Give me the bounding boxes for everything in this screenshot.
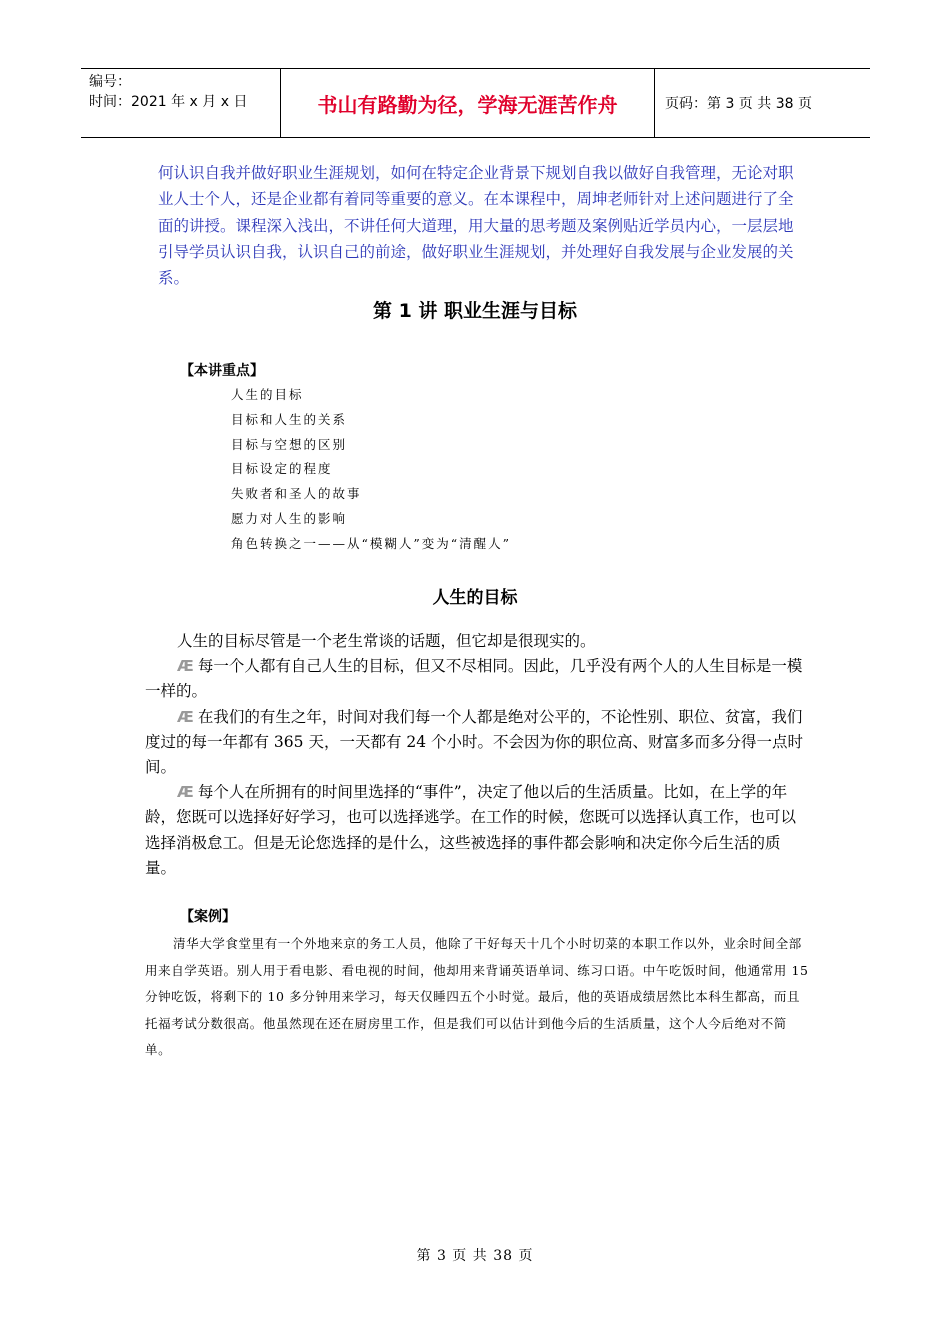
paragraph <box>145 705 810 781</box>
paragraph: 人生的目标尽管是一个老生常谈的话题，但它却是很现实的。 <box>177 632 596 650</box>
paragraph <box>145 780 810 881</box>
key-point-item: 目标设定的程度 <box>231 461 333 477</box>
document-number-label: 编号： <box>89 74 131 90</box>
case-text: 清华大学食堂里有一个外地来京的务工人员，他除了干好每天十几个小时切菜的本职工作以外，业余时间全部用来自学英语。别人用于看电影、看电视的时间，他却用来背诵英语单词、练习口语。中午吃饭时间，他通常用 15 分钟吃饭，将剩下的 10 多分钟用来学习，每天仅睡四五个小时觉。最后，他的英语成绩居然比本科生都高，而且托福考试分数很高。他虽然现在还在厨房里工作，但是我们可以估计到他今后的生活质量，这个人今后绝对不简单。 <box>145 936 809 1057</box>
key-points-heading: 【本讲重点】 <box>180 363 264 379</box>
intro-paragraph: 何认识自我并做好职业生涯规划，如何在特定企业背景下规划自我以做好自我管理，无论对职业人士个人，还是企业都有着同等重要的意义。在本课程中，周坤老师针对上述问题进行了全面的讲授。课程深入浅出，不讲任何大道理，用大量的思考题及案例贴近学员内心，一层层地引导学员认识自我，认识自己的前途，做好职业生涯规划，并处理好自我发展与企业发展的关系。 <box>158 164 794 288</box>
key-points-list <box>231 385 511 559</box>
case-heading: 【案例】 <box>180 909 236 925</box>
key-point-item: 目标和人生的关系 <box>231 411 348 427</box>
paragraph <box>145 654 810 704</box>
header-info <box>81 69 281 137</box>
header-page-number: 页码：第 3 页 共 38 页 <box>665 96 812 112</box>
page-header <box>81 68 870 138</box>
bullet-icon: Æ <box>177 783 194 802</box>
bullet-icon: Æ <box>177 707 194 726</box>
paragraph-text: 在我们的有生之年，时间对我们每一个人都是绝对公平的，不论性别、职位、贫富，我们度过的每一年都有 365 天，一天都有 24 个小时。不会因为你的职位高、财富多而多分得一点时间。 <box>145 707 804 777</box>
bullet-icon: Æ <box>177 657 194 676</box>
body-text <box>145 629 810 881</box>
header-motto: 书山有路勤为径，学海无涯苦作舟 <box>281 69 655 137</box>
key-point-item: 角色转换之一——从“模糊人”变为“清醒人” <box>231 535 512 551</box>
section-title: 人生的目标 <box>432 588 518 608</box>
key-point-item: 失败者和圣人的故事 <box>231 486 362 502</box>
key-point-item: 愿力对人生的影响 <box>231 510 348 526</box>
page-footer: 第 3 页 共 38 页 <box>416 1248 534 1264</box>
lecture-title: 第 1 讲 职业生涯与目标 <box>372 300 578 322</box>
document-date: 时间：2021 年 x 月 x 日 <box>89 94 248 110</box>
key-point-item: 人生的目标 <box>231 387 304 402</box>
paragraph-text: 每个人在所拥有的时间里选择的“事件”，决定了他以后的生活质量。比如，在上学的年龄，您既可以选择好好学习，也可以选择逃学。在工作的时候，您既可以选择认真工作，也可以选择消极怠工。但是无论您选择的是什么，这些被选择的事件都会影响和决定你今后生活的质量。 <box>145 783 797 877</box>
key-point-item: 目标与空想的区别 <box>231 436 348 452</box>
paragraph-text: 每一个人都有自己人生的目标，但又不尽相同。因此，几乎没有两个人的人生目标是一模一样的。 <box>145 657 803 701</box>
